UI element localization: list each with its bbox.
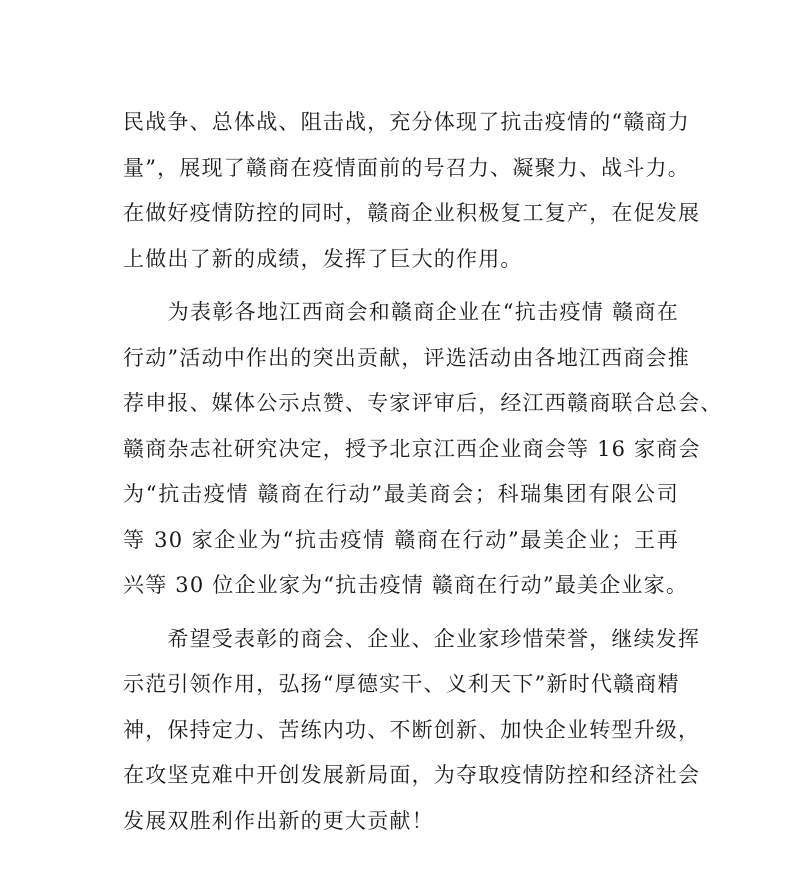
- text-line: 在做好疫情防控的同时，赣商企业积极复工复产，在促发展: [123, 201, 701, 225]
- text-line: 等 30 家企业为“抗击疫情 赣商在行动”最美企业；王再: [123, 527, 679, 552]
- document-body: [123, 100, 723, 844]
- text-line: 上做出了新的成绩，发挥了巨大的作用。: [123, 246, 523, 271]
- paragraph-2: [123, 290, 723, 609]
- paragraph-1: [123, 100, 701, 282]
- paragraph-spacer: [123, 282, 679, 290]
- text-line: 量”，展现了赣商在疫情面前的号召力、凝聚力、战斗力。: [123, 155, 690, 180]
- paragraph-spacer: [123, 609, 679, 617]
- text-line: 希望受表彰的商会、企业、企业家珍惜荣誉，继续发挥: [123, 626, 701, 651]
- text-line: 在攻坚克难中开创发展新局面，为夺取疫情防控和经济社会: [123, 763, 701, 787]
- text-line: 赣商杂志社研究决定，授予北京江西企业商会等 16 家商会: [123, 436, 701, 461]
- text-line: 为“抗击疫情 赣商在行动”最美商会；科瑞集团有限公司: [123, 482, 679, 506]
- text-line: 发展双胜利作出新的更大贡献！: [123, 808, 434, 833]
- paragraph-3: [123, 617, 701, 845]
- text-line: 民战争、总体战、阻击战，充分体现了抗击疫情的“赣商力: [123, 110, 690, 134]
- text-line: 示范引领作用，弘扬“厚德实干、义利天下”新时代赣商精: [123, 672, 680, 696]
- text-line: 兴等 30 位企业家为“抗击疫情 赣商在行动”最美企业家。: [123, 573, 689, 597]
- text-line: 荐申报、媒体公示点赞、专家评审后，经江西赣商联合总会、: [123, 391, 723, 415]
- text-line: 为表彰各地江西商会和赣商企业在“抗击疫情 赣商在: [123, 300, 679, 324]
- text-line: 神，保持定力、苦练内功、不断创新、加快企业转型升级，: [123, 717, 701, 742]
- text-line: 行动”活动中作出的突出贡献，评选活动由各地江西商会推: [123, 345, 690, 370]
